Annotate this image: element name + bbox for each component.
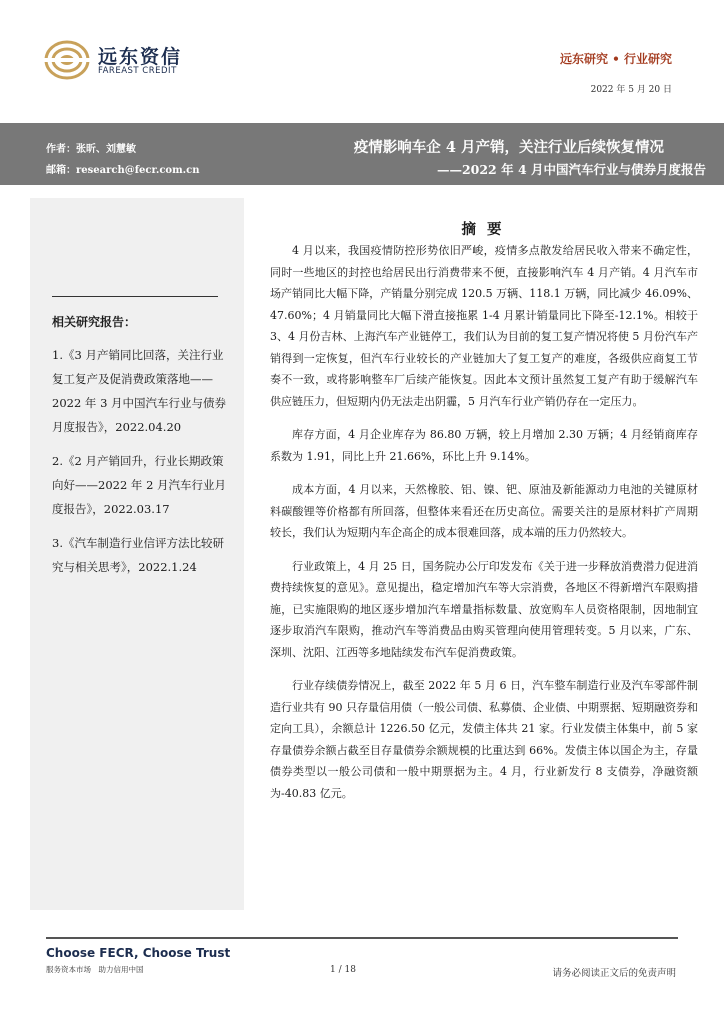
- related-report-item[interactable]: 1.《3 月产销同比回落，关注行业复工复产及促消费政策落地——2022 年 3 月中国汽车行业与债券月度报告》，2022.04.20: [52, 348, 227, 434]
- disclaimer-note: 请务必阅读正文后的免责声明: [552, 968, 676, 979]
- related-report-item[interactable]: 3.《汽车制造行业信评方法比较研究与相关思考》，2022.1.24: [52, 536, 224, 574]
- abstract-paragraph-bonds: 行业存续债券情况上，截至 2022 年 5 月 6 日，汽车整车制造行业及汽车零部件制造行业共有 90 只存量信用债（一般公司债、私募债、企业债、中期票据、短期融资券和定向工具），余额总计 1226.50 亿元，发债主体共 21 家。行业发债主体集中，前 5 家存量债券余额占截至目存量债券余额规模的比重达到 66%。发债主体以国企为主，存量债券类型以一般公司债和一般中期票据为主。4 月，行业新发行 8 支债券，净融资额为-40.83 亿元。: [270, 679, 698, 800]
- report-series: 远东研究 • 行业研究: [559, 52, 672, 66]
- author-line: 作者：张昕、刘慧敏: [46, 144, 136, 155]
- related-reports-heading: 相关研究报告：: [52, 315, 137, 329]
- logo-chinese-name: 远东资信: [98, 46, 183, 68]
- email-line: 邮箱：research@fecr.com.cn: [46, 165, 200, 176]
- related-reports-list: [52, 343, 228, 589]
- footer-slogan: Choose FECR, Choose Trust: [46, 946, 231, 960]
- footer-slogan-sub: 服务资本市场 助力信用中国: [46, 965, 144, 974]
- logo-english-name: FAREAST CREDIT: [98, 66, 177, 76]
- abstract-body: [270, 240, 698, 816]
- report-title: 疫情影响车企 4 月产销，关注行业后续恢复情况: [353, 139, 664, 156]
- abstract-paragraph-cost: 成本方面，4 月以来，天然橡胶、铝、镍、钯、原油及新能源动力电池的关键原材料碳酸锂等价格都有所回落，但整体来看还在历史高位。需要关注的是原材料扩产周期较长，我们认为短期内车企高企的成本很难回落，成本端的压力仍然较大。: [270, 483, 698, 539]
- related-report-item[interactable]: 2.《2 月产销回升，行业长期政策向好——2022 年 2 月汽车行业月度报告》，2022.03.17: [52, 454, 227, 516]
- abstract-title: 摘 要: [461, 221, 505, 238]
- fareast-logo-icon: [44, 40, 90, 80]
- page-number: 1 / 18: [330, 965, 356, 975]
- abstract-paragraph-overview: 4 月以来，我国疫情防控形势依旧严峻，疫情多点散发给居民收入带来不确定性，同时一些地区的封控也给居民出行消费带来不便，直接影响汽车 4 月产销。4 月汽车市场产销同比大幅下降，产销量分别完成 120.5 万辆、118.1 万辆，同比减少 46.09%、47.60%；4 月销量同比大幅下滑直接拖累 1-4 月累计销量同比下降至-12.1%。相较于 3、4 月份吉林、上海汽车产业链停工，我们认为目前的复工复产情况将使 5 月份汽车产销得到一定恢复，但汽车行业较长的产业链加大了复工复产的难度，各级供应商复工节奏不一致，或将影响整车厂后续产能恢复。因此本文预计虽然复工复产有助于缓解汽车供应链压力，但短期内仍无法走出阴霾，5 月汽车行业产销仍存在一定压力。: [270, 244, 698, 408]
- sidebar-divider: [52, 296, 218, 297]
- report-date: 2022 年 5 月 20 日: [590, 85, 672, 95]
- footer-divider: [46, 937, 678, 939]
- abstract-paragraph-policy: 行业政策上，4 月 25 日，国务院办公厅印发发布《关于进一步释放消费潜力促进消费持续恢复的意见》。意见提出，稳定增加汽车等大宗消费，各地区不得新增汽车限购措施，已实施限购的地区逐步增加汽车增量指标数量、放宽购车人员资格限制，因地制宜逐步取消汽车限购，推动汽车等消费品由购买管理向使用管理转变。5 月以来，广东、深圳、沈阳、江西等多地陆续发布汽车促消费政策。: [270, 559, 698, 659]
- abstract-paragraph-inventory: 库存方面，4 月企业库存为 86.80 万辆，较上月增加 2.30 万辆；4 月经销商库存系数为 1.91，同比上升 21.66%，环比上升 9.14%。: [270, 428, 698, 463]
- report-subtitle: ——2022 年 4 月中国汽车行业与债券月度报告: [436, 162, 706, 177]
